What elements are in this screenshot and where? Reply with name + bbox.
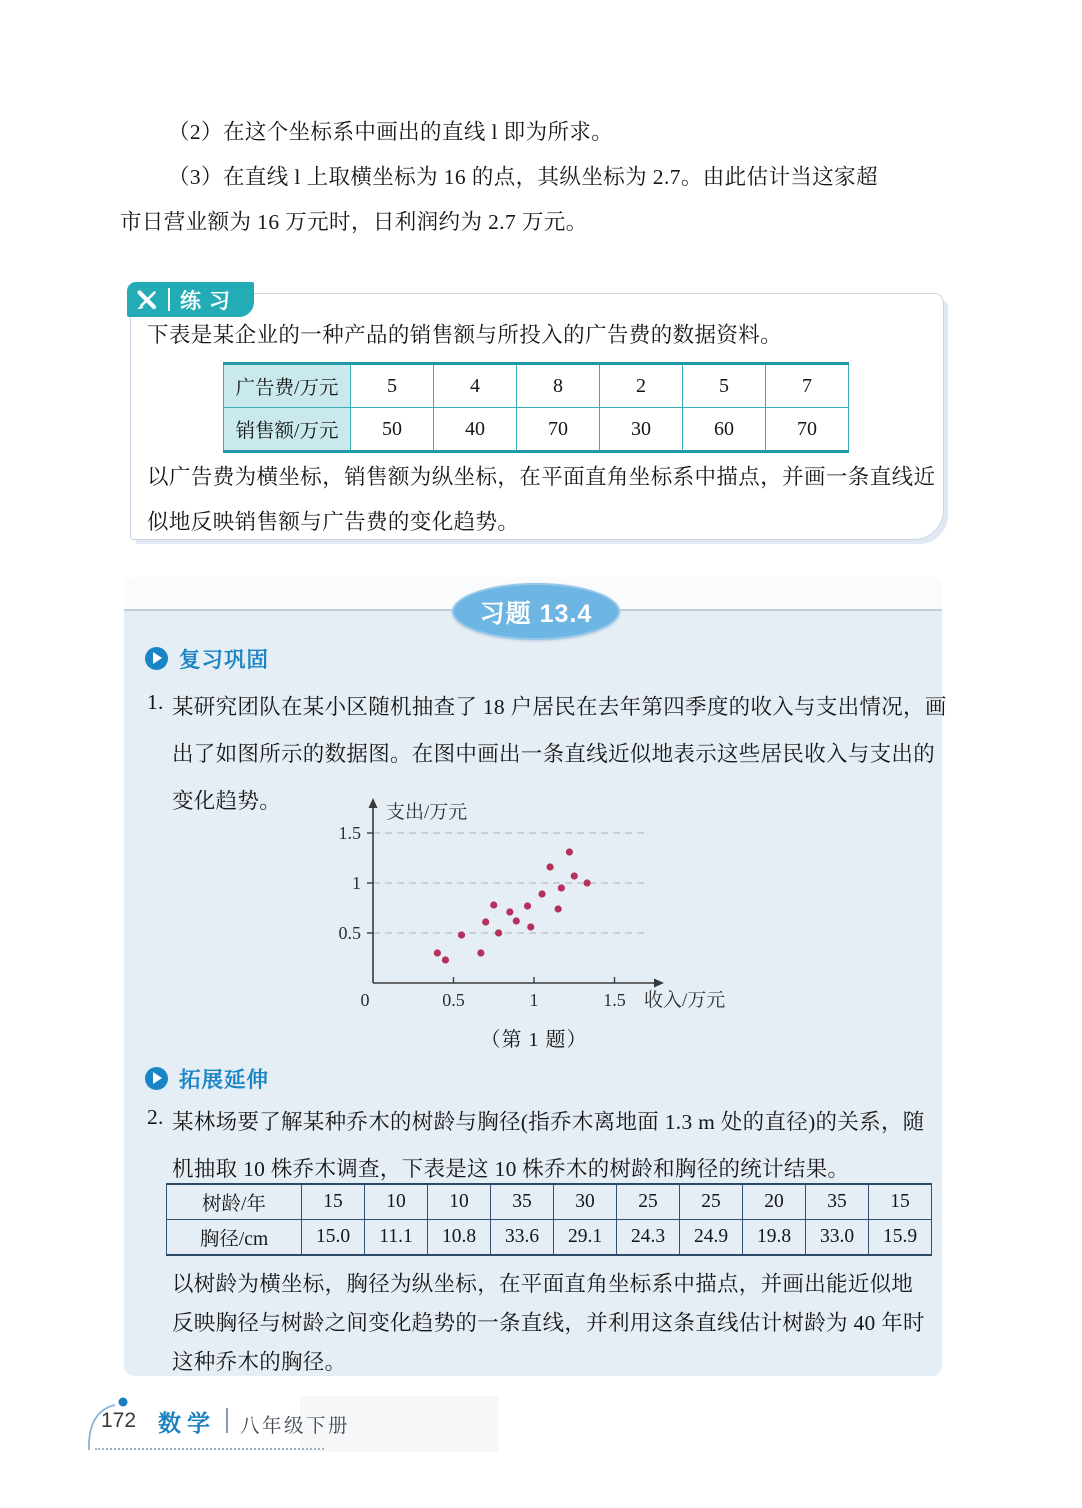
play-icon (145, 1067, 168, 1090)
data-cell: 60 (683, 408, 766, 452)
data-cell: 25 (617, 1184, 680, 1220)
data-cell: 15 (869, 1184, 932, 1220)
y-arrowhead-icon (369, 798, 378, 808)
practice-intro-text: 下表是某企业的一种产品的销售额与所投入的广告费的数据资料。 (147, 323, 783, 347)
data-point (434, 949, 441, 956)
table-row (224, 364, 849, 408)
problem1-line1: 某研究团队在某小区随机抽查了 18 户居民在去年第四季度的收入与支出情况，画 (172, 695, 947, 719)
footer-dot-icon (119, 1398, 128, 1407)
data-cell: 5 (351, 364, 434, 408)
data-cell: 4 (434, 364, 517, 408)
y-tick-label: 1 (352, 873, 361, 893)
practice-badge (127, 282, 254, 317)
section-review-label: 复习巩固 (179, 648, 270, 672)
data-point (442, 956, 449, 963)
data-point (558, 884, 565, 891)
footer-volume: 八年级下册 (240, 1416, 351, 1437)
table-row (167, 1220, 932, 1256)
table-row (224, 408, 849, 452)
row-header: 胸径/cm (167, 1220, 302, 1256)
data-cell: 29.1 (554, 1220, 617, 1256)
data-cell: 7 (766, 364, 849, 408)
data-point (513, 917, 520, 924)
pencil-ruler-icon (135, 288, 159, 312)
row-header: 销售额/万元 (224, 408, 351, 452)
data-cell: 70 (517, 408, 600, 452)
data-cell: 35 (806, 1184, 869, 1220)
data-point (527, 923, 534, 930)
exercises-title-badge: 习题 13.4 (452, 583, 620, 640)
x-tick-label: 1 (529, 990, 539, 1010)
problem1-scatter-chart (308, 790, 738, 1030)
data-cell: 30 (554, 1184, 617, 1220)
page-number: 172 (101, 1409, 137, 1432)
data-cell: 10 (365, 1184, 428, 1220)
exercises-panel (124, 577, 947, 1376)
data-point (490, 901, 497, 908)
x-axis-title: 收入/万元 (644, 990, 726, 1011)
row-header: 广告费/万元 (224, 364, 351, 408)
intro-paragraph-2: （2）在这个坐标系中画出的直线 l 即为所求。 (168, 120, 614, 144)
y-tick-label: 0.5 (338, 923, 361, 943)
data-point (477, 949, 484, 956)
data-point (482, 918, 489, 925)
data-cell: 40 (434, 408, 517, 452)
data-point (495, 929, 502, 936)
data-cell: 8 (517, 364, 600, 408)
data-cell: 20 (743, 1184, 806, 1220)
data-point (584, 879, 591, 886)
problem2-number: 2. (147, 1105, 164, 1129)
table-row (167, 1184, 932, 1220)
data-cell: 2 (600, 364, 683, 408)
data-cell: 30 (600, 408, 683, 452)
footer-subject: 数学 (158, 1411, 216, 1436)
x-arrowhead-icon (654, 979, 664, 988)
data-point (506, 908, 513, 915)
data-cell: 50 (351, 408, 434, 452)
practice-badge-label: 练习 (180, 289, 238, 313)
x-tick-label: 1.5 (603, 990, 626, 1010)
y-tick-label: 1.5 (338, 823, 361, 843)
intro-paragraph-3-line2: 市日营业额为 16 万元时，日利润约为 2.7 万元。 (120, 210, 588, 234)
problem2-outro-line1: 以树龄为横坐标，胸径为纵坐标，在平面直角坐标系中描点，并画出能近似地 (172, 1272, 914, 1296)
data-point (566, 848, 573, 855)
row-header: 树龄/年 (167, 1184, 302, 1220)
practice-outro-line1: 以广告费为横坐标，销售额为纵坐标，在平面直角坐标系中描点，并画一条直线近 (147, 465, 936, 489)
intro-paragraph-3-line1: （3）在直线 l 上取横坐标为 16 的点，其纵坐标为 2.7。由此估计当这家超 (168, 165, 878, 189)
footer-dotted-line (95, 1448, 324, 1450)
play-icon (145, 647, 168, 670)
problem2-outro-line2: 反映胸径与树龄之间变化趋势的一条直线，并利用这条直线估计树龄为 40 年时 (172, 1311, 925, 1335)
practice-section (130, 289, 944, 540)
data-cell: 25 (680, 1184, 743, 1220)
problem1-number: 1. (147, 690, 164, 714)
problem1-line3: 变化趋势。 (172, 789, 282, 813)
data-cell: 15 (302, 1184, 365, 1220)
data-point (458, 931, 465, 938)
data-cell: 10.8 (428, 1220, 491, 1256)
data-cell: 24.3 (617, 1220, 680, 1256)
problem2-line2: 机抽取 10 株乔木调查，下表是这 10 株乔木的树龄和胸径的统计结果。 (172, 1157, 850, 1181)
y-axis-title: 支出/万元 (386, 802, 468, 823)
data-cell: 70 (766, 408, 849, 452)
footer-separator (226, 1408, 228, 1433)
ad-sales-table (223, 362, 849, 453)
section-extend (145, 1063, 269, 1094)
data-cell: 19.8 (743, 1220, 806, 1256)
data-point (571, 872, 578, 879)
tree-age-diameter-table (166, 1183, 932, 1256)
section-extend-label: 拓展延伸 (179, 1068, 270, 1092)
data-cell: 24.9 (680, 1220, 743, 1256)
practice-outro-line2: 似地反映销售额与广告费的变化趋势。 (147, 510, 520, 534)
data-cell: 10 (428, 1184, 491, 1220)
data-point (524, 902, 531, 909)
figure-caption: （第 1 题） (480, 1029, 588, 1051)
problem2-outro-line3: 这种乔木的胸径。 (172, 1350, 347, 1374)
data-cell: 11.1 (365, 1220, 428, 1256)
data-cell: 33.0 (806, 1220, 869, 1256)
data-cell: 15.0 (302, 1220, 365, 1256)
data-cell: 33.6 (491, 1220, 554, 1256)
data-cell: 15.9 (869, 1220, 932, 1256)
section-review (145, 643, 269, 674)
problem2-line1: 某林场要了解某种乔木的树龄与胸径(指乔木离地面 1.3 m 处的直径)的关系，随 (172, 1110, 925, 1134)
data-point (547, 863, 554, 870)
data-point (538, 890, 545, 897)
x-tick-label: 0 (360, 990, 370, 1010)
data-point (555, 905, 562, 912)
data-cell: 35 (491, 1184, 554, 1220)
x-tick-label: 0.5 (442, 990, 465, 1010)
data-cell: 5 (683, 364, 766, 408)
problem1-line2: 出了如图所示的数据图。在图中画出一条直线近似地表示这些居民收入与支出的 (172, 742, 936, 766)
badge-divider (168, 288, 170, 311)
